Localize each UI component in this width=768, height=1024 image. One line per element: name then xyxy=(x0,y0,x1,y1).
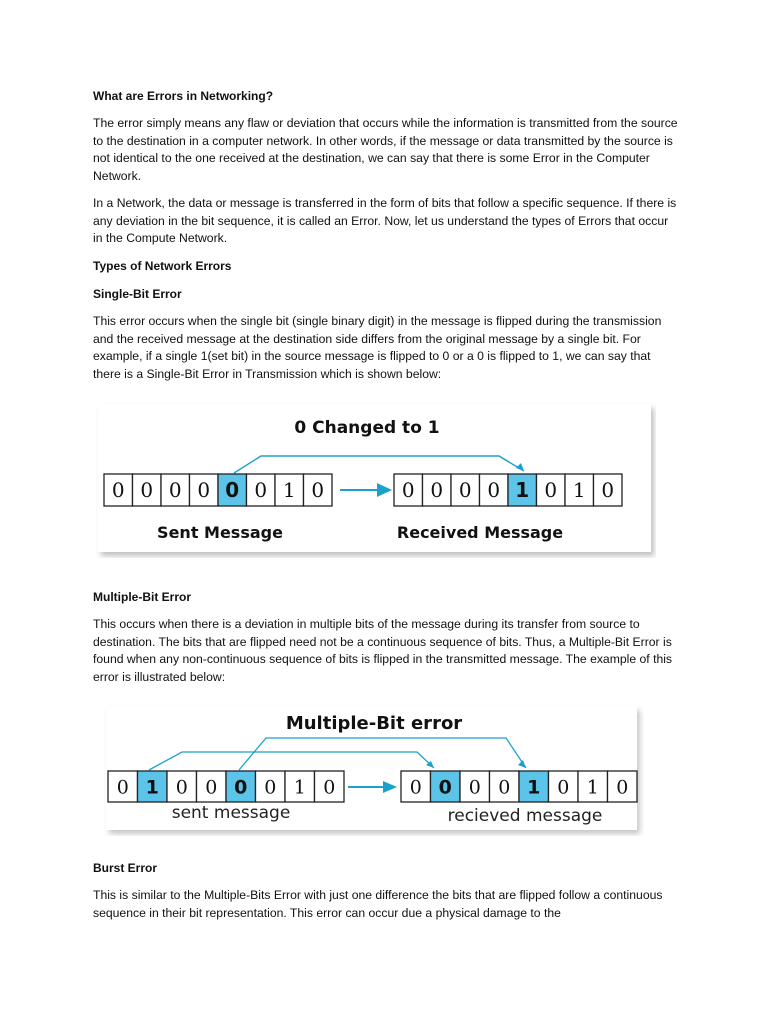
figure2-received-bit-value: 0 xyxy=(468,776,481,799)
paragraph-error-definition: The error simply means any flaw or deviation that occurs while the information is transmitted from the source to the destination in a computer network. In other words, if the message or data transmitted by the source is not identical to the one received at the destination, we can say that there is some Error in the Computer Network. xyxy=(93,116,678,184)
figure2-received-label: recieved message xyxy=(447,806,603,826)
figure1-received-bit-value: 0 xyxy=(458,478,472,503)
single-bit-error-figure xyxy=(96,402,656,558)
figure2-sent-bits xyxy=(108,771,344,802)
figure2-received-bit-value: 0 xyxy=(616,776,629,799)
paragraph-single-bit-error: This error occurs when the single bit (single binary digit) in the message is flipped during the transmission and the received message at the destination side differs from the original message by a single bit. For example, if a single 1(set bit) in the source message is flipped to 0 or a 0 is flipped to 1, we can say that there is a Single-Bit Error in Transmission which is shown below: xyxy=(93,314,662,382)
figure1-sent-bit-value: 0 xyxy=(254,478,268,503)
figure1-sent-bit-value: 0 xyxy=(168,478,182,503)
figure2-sent-label: sent message xyxy=(171,803,291,823)
figure1-sent-bit-value: 0 xyxy=(197,478,211,503)
figure1-sent-bit-value: 0 xyxy=(311,478,325,503)
figure2-received-bit-value: 0 xyxy=(498,776,511,799)
figure1-received-bit-value: 0 xyxy=(487,478,501,503)
figure2-sent-bit-value: 0 xyxy=(175,776,188,799)
figure1-received-bit-value: 0 xyxy=(601,478,615,503)
figure1-received-bit-value: 0 xyxy=(401,478,415,503)
figure2-received-bit-value: 0 xyxy=(409,776,422,799)
figure2-received-bit-value: 0 xyxy=(438,776,452,799)
figure2-sent-bit-value: 0 xyxy=(264,776,277,799)
figure2-sent-bit-value: 0 xyxy=(205,776,218,799)
paragraph-multiple-bit-error: This occurs when there is a deviation in multiple bits of the message during its transfer from source to destination. The bits that are flipped need not be a continuous sequence of bits. Thus, a Multiple-Bit Error is found when any non-continuous sequence of bits is flipped in the transmitted message. The example of this error is illustrated below: xyxy=(93,617,673,685)
figure2-received-bit-value: 0 xyxy=(557,776,570,799)
figure1-sent-bit-value: 1 xyxy=(282,478,296,503)
heading-burst-error: Burst Error xyxy=(93,861,158,875)
figure2-received-bits xyxy=(401,771,637,802)
figure1-received-bit-value: 1 xyxy=(572,478,586,503)
figure2-sent-bit-value: 1 xyxy=(293,776,306,799)
figure1-sent-label: Sent Message xyxy=(157,523,283,542)
figure1-title: 0 Changed to 1 xyxy=(294,418,440,438)
figure1-received-bits xyxy=(394,474,622,506)
figure1-sent-bits xyxy=(104,474,332,506)
heading-multiple-bit-error: Multiple-Bit Error xyxy=(93,590,191,604)
figure2-sent-bit-value: 1 xyxy=(145,776,159,799)
figure2-title: Multiple-Bit error xyxy=(285,713,463,734)
figure1-sent-bit-value: 0 xyxy=(140,478,154,503)
heading-errors-in-networking: What are Errors in Networking? xyxy=(93,89,274,103)
figure2-received-bit-value: 1 xyxy=(527,776,541,799)
figure2-sent-bit-value: 0 xyxy=(323,776,336,799)
figure2-sent-bit-value: 0 xyxy=(234,776,248,799)
figure2-received-bit-value: 1 xyxy=(586,776,599,799)
figure1-sent-bit-value: 0 xyxy=(111,478,125,503)
paragraph-bit-sequence: In a Network, the data or message is transferred in the form of bits that follow a specific sequence. If there is any deviation in the bit sequence, it is called an Error. Now, let us understand the types of Errors that occur in the Compute Network. xyxy=(93,196,677,246)
heading-single-bit-error: Single-Bit Error xyxy=(93,287,182,301)
figure1-received-bit-value: 0 xyxy=(544,478,558,503)
figure1-sent-bit-value: 0 xyxy=(225,478,240,503)
paragraph-burst-error: This is similar to the Multiple-Bits Error with just one difference the bits that are flipped follow a continuous sequence in their bit representation. This error can occur due a physical damage to the xyxy=(93,888,663,920)
heading-types-of-errors: Types of Network Errors xyxy=(93,259,232,273)
multiple-bit-error-figure xyxy=(104,704,644,836)
figure1-received-bit-value: 1 xyxy=(515,478,530,503)
figure2-sent-bit-value: 0 xyxy=(116,776,129,799)
figure1-received-label: Received Message xyxy=(396,523,564,542)
figure1-received-bit-value: 0 xyxy=(430,478,444,503)
